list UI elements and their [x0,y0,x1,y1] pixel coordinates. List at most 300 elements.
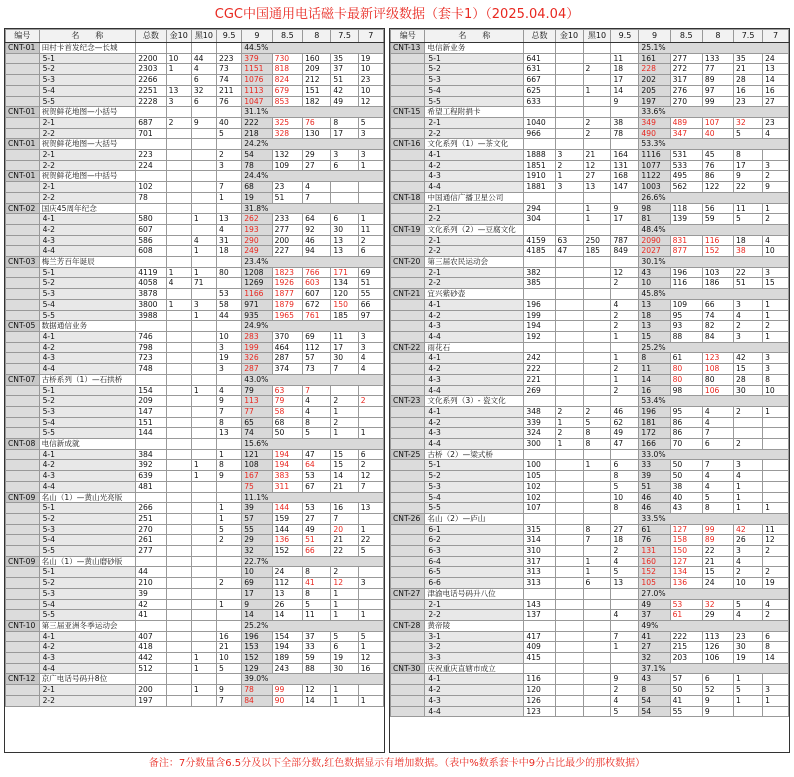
grade-count: 315 [524,524,555,535]
empty-cell [555,588,583,599]
grade-count: 5 [611,567,639,578]
grade-count: 1 [358,428,383,439]
grade-count: 223 [136,150,166,161]
grade-count [583,642,611,653]
grade-count: 1 [358,160,383,171]
table-row [6,64,384,75]
empty-cell [555,396,583,407]
grade-count [763,150,789,161]
grade-count: 86 [670,428,702,439]
grade-count: 68 [242,182,272,193]
table-row [391,171,789,182]
grade-count: 2027 [639,246,670,257]
grade-count: 1040 [524,117,555,128]
table-row [6,460,384,471]
grade-count: 30 [331,353,358,364]
empty-cell [191,203,216,214]
grade-count: 370 [272,331,302,342]
grade-count: 21 [734,64,763,75]
grade-count: 1 [217,513,242,524]
grade-count: 4 [217,224,242,235]
grade-count: 9 [734,171,763,182]
grade-count: 5 [702,492,733,503]
grade-count: 37 [331,64,358,75]
empty-cell [191,374,216,385]
grade-count: 4 [763,128,789,139]
grade-count: 326 [242,353,272,364]
empty-cell [583,192,611,203]
grade-count: 40 [217,117,242,128]
grade-count: 89 [702,75,733,86]
empty-cell [191,171,216,182]
empty-cell [166,43,191,54]
grade-count: 131 [639,546,670,557]
grade-count [555,267,583,278]
column-header: 黑10 [583,30,611,43]
grade-count: 21 [331,481,358,492]
empty-cell [555,107,583,118]
code-blank [391,310,425,321]
table-row [6,278,384,289]
grade-count [166,342,191,353]
table-row [391,117,789,128]
empty-cell [583,449,611,460]
grade-count: 818 [272,64,302,75]
percent-nine: 24.2% [242,139,384,150]
empty-cell [217,139,242,150]
grade-count: 667 [524,75,555,86]
table-body-right [391,43,789,717]
grade-count: 27 [303,513,331,524]
grade-count: 13 [358,503,383,514]
grade-count: 46 [639,503,670,514]
empty-cell [166,492,191,503]
grade-count: 10 [611,492,639,503]
grade-count: 41 [303,578,331,589]
grade-count: 12 [763,535,789,546]
grade-count: 249 [242,246,272,257]
grade-count [555,471,583,482]
table-row [391,460,789,471]
grade-count [166,535,191,546]
grade-count [583,481,611,492]
grade-count: 418 [136,642,166,653]
grade-count: 43 [639,674,670,685]
grade-count: 415 [524,653,555,664]
grade-count: 75 [242,481,272,492]
grade-count: 7 [217,406,242,417]
grade-count: 2 [734,439,763,450]
grade-count: 1877 [272,289,302,300]
grade-count [583,599,611,610]
grade-count: 97 [358,310,383,321]
percent-nine: 24.4% [242,171,384,182]
grade-count: 46 [303,235,331,246]
grade-count: 95 [670,310,702,321]
card-number: 4-1 [39,631,136,642]
grade-count [191,588,216,599]
grade-count: 23 [734,631,763,642]
series-code: CNT-18 [391,192,425,203]
group-header-row [6,203,384,214]
grade-count: 8 [583,428,611,439]
group-header-row [391,43,789,54]
code-blank [391,439,425,450]
grade-count: 2 [611,321,639,332]
grade-count: 971 [242,299,272,310]
percent-nine: 49% [639,620,789,631]
card-number: 5-1 [39,53,136,64]
table-row [6,150,384,161]
grade-count [583,331,611,342]
card-number: 5-5 [425,96,524,107]
table-row [6,117,384,128]
grade-count: 2 [763,567,789,578]
code-blank [391,160,425,171]
grade-count: 2 [583,117,611,128]
code-blank [391,492,425,503]
grade-count: 122 [702,182,733,193]
table-row [391,524,789,535]
grade-count: 3 [763,685,789,696]
card-number: 4-4 [39,246,136,257]
code-blank [391,524,425,535]
grade-count: 43 [670,503,702,514]
grade-count: 8 [303,567,331,578]
code-blank [6,96,40,107]
grade-count: 19 [358,53,383,64]
code-blank [6,695,40,706]
series-name: 名山（1）—黄山磨砂版 [39,556,136,567]
code-blank [6,631,40,642]
grade-count: 4 [763,235,789,246]
grade-count: 221 [524,374,555,385]
grade-count: 23 [734,96,763,107]
grade-count: 116 [670,278,702,289]
grade-count: 15 [331,460,358,471]
card-number: 2-1 [425,203,524,214]
grade-count: 38 [670,481,702,492]
grade-count [583,503,611,514]
grade-count: 53 [217,289,242,300]
table-row [6,267,384,278]
code-blank [391,85,425,96]
card-number: 5-1 [39,567,136,578]
grade-count: 314 [524,535,555,546]
grade-count [358,588,383,599]
code-blank [6,406,40,417]
grade-count: 1 [611,331,639,342]
code-blank [391,96,425,107]
grade-count: 80 [702,374,733,385]
grade-count: 5 [583,417,611,428]
grade-count: 69 [358,267,383,278]
table-row [6,53,384,64]
grade-count: 40 [702,128,733,139]
grade-count: 26 [734,535,763,546]
grade-count: 109 [670,299,702,310]
grade-count [555,535,583,546]
table-row [391,406,789,417]
table-row [391,310,789,321]
grade-count: 144 [272,503,302,514]
grade-count [166,503,191,514]
grade-count: 18 [639,310,670,321]
grade-count: 277 [670,53,702,64]
table-row [391,364,789,375]
grade-count: 4 [191,64,216,75]
code-blank [6,513,40,524]
empty-cell [217,321,242,332]
grade-count: 222 [524,364,555,375]
grade-count [166,695,191,706]
grade-count: 1 [166,64,191,75]
grade-count: 143 [524,599,555,610]
grade-count: 313 [524,567,555,578]
card-number: 5-4 [39,417,136,428]
table-row [6,695,384,706]
grade-count: 21 [702,556,733,567]
grade-count: 68 [272,417,302,428]
grade-count: 12 [331,578,358,589]
grade-count: 277 [136,546,166,557]
grade-count: 328 [272,128,302,139]
grade-count: 935 [242,310,272,321]
series-code: CNT-16 [391,139,425,150]
grade-count: 19 [217,353,242,364]
table-row [391,150,789,161]
grade-count: 2 [583,406,611,417]
grade-count: 99 [702,96,733,107]
series-name: 田村卡首发纪念—长城 [39,43,136,54]
grade-count: 81 [639,214,670,225]
grade-count [191,524,216,535]
table-row [6,192,384,203]
grade-count: 99 [272,685,302,696]
grade-count [166,289,191,300]
grade-count [166,385,191,396]
grade-count: 97 [702,85,733,96]
grade-count: 6 [358,449,383,460]
code-blank [391,610,425,621]
grade-count: 200 [136,685,166,696]
grade-count: 3 [734,299,763,310]
grade-count [166,150,191,161]
grade-count: 7 [303,385,331,396]
table-row [6,128,384,139]
card-number: 4-3 [425,695,524,706]
empty-cell [166,556,191,567]
grade-count: 222 [242,117,272,128]
code-blank [6,449,40,460]
grade-count: 2 [611,310,639,321]
code-blank [391,214,425,225]
grade-count: 7 [303,192,331,203]
table-row [6,588,384,599]
grade-count: 116 [524,674,555,685]
empty-cell [191,492,216,503]
empty-cell [191,321,216,332]
grade-count: 73 [217,64,242,75]
group-header-row [6,43,384,54]
grade-count: 3 [166,96,191,107]
grade-count: 61 [670,610,702,621]
grade-count: 10 [217,653,242,664]
grade-count: 52 [702,685,733,696]
empty-cell [166,620,191,631]
grade-count: 63 [555,235,583,246]
grade-count: 8 [611,471,639,482]
grade-count [555,492,583,503]
grade-count: 8 [331,117,358,128]
grade-count: 1 [191,214,216,225]
grade-count: 1 [734,674,763,685]
grade-count: 1 [583,214,611,225]
grade-count: 766 [303,267,331,278]
grade-count: 13 [763,64,789,75]
card-number: 4-3 [39,653,136,664]
code-blank [391,685,425,696]
empty-cell [136,257,166,268]
grade-count [583,75,611,86]
grade-count [166,460,191,471]
card-number: 4-2 [425,310,524,321]
grade-count [763,471,789,482]
empty-cell [611,257,639,268]
grade-count [166,428,191,439]
group-header-row [6,439,384,450]
grade-count: 3800 [136,299,166,310]
grade-count [555,53,583,64]
empty-cell [555,289,583,300]
table-row [6,513,384,524]
grade-count: 1 [583,556,611,567]
grade-count [166,310,191,321]
card-number: 4-2 [39,642,136,653]
code-blank [391,406,425,417]
grade-count: 7 [331,364,358,375]
grade-count: 730 [272,53,302,64]
percent-nine: 33.0% [639,449,789,460]
grade-count [191,417,216,428]
grade-count: 69 [303,331,331,342]
grade-count: 38 [611,117,639,128]
grade-count: 2 [763,610,789,621]
grade-count: 7 [331,513,358,524]
grade-count: 11 [639,364,670,375]
grade-count: 126 [702,642,733,653]
grade-count: 18 [217,246,242,257]
grade-count [555,631,583,642]
grade-count: 86 [702,171,733,182]
code-blank [6,342,40,353]
code-blank [391,374,425,385]
grade-count: 12 [303,685,331,696]
grade-count: 5 [358,546,383,557]
grade-count: 78 [611,128,639,139]
card-number: 2-1 [425,235,524,246]
grade-count: 134 [670,567,702,578]
grade-count [191,160,216,171]
table-row [6,182,384,193]
grade-count: 127 [670,524,702,535]
grade-count: 761 [303,310,331,321]
grade-count [358,513,383,524]
grade-count: 2 [555,428,583,439]
code-blank [6,235,40,246]
grade-count: 270 [136,524,166,535]
grade-count: 9 [702,695,733,706]
series-code: CNT-01 [6,107,40,118]
grade-count: 49 [331,96,358,107]
grade-count: 1 [555,439,583,450]
percent-nine: 33.5% [639,513,789,524]
grade-count [166,546,191,557]
grade-count: 3 [734,331,763,342]
group-header-row [6,374,384,385]
empty-cell [217,43,242,54]
card-number: 2-1 [39,182,136,193]
grade-count: 5 [734,128,763,139]
table-row [6,471,384,482]
grade-count [734,417,763,428]
table-row [391,503,789,514]
table-row [6,546,384,557]
grade-count [555,706,583,717]
group-header-row [391,224,789,235]
card-number: 5-3 [39,524,136,535]
grade-count: 4 [734,556,763,567]
table-row [391,160,789,171]
grade-count: 57 [242,513,272,524]
grade-count: 50 [670,460,702,471]
percent-nine: 26.6% [639,192,789,203]
grade-count [191,535,216,546]
card-number: 2-2 [39,695,136,706]
card-number: 5-1 [39,267,136,278]
grade-count: 67 [303,481,331,492]
grade-count: 15 [639,331,670,342]
grade-count: 44 [217,310,242,321]
empty-cell [217,171,242,182]
grade-count: 89 [702,535,733,546]
grade-count: 54 [639,706,670,717]
grade-count: 50 [272,428,302,439]
grade-count: 223 [217,53,242,64]
grade-count: 98 [670,385,702,396]
grade-count: 1926 [272,278,302,289]
grade-count: 116 [702,235,733,246]
percent-nine: 31.1% [242,107,384,118]
grade-count: 11 [331,331,358,342]
code-blank [6,503,40,514]
grade-count: 4 [734,471,763,482]
grade-count [763,674,789,685]
empty-cell [611,107,639,118]
grade-count: 19 [242,192,272,203]
grade-count: 10 [734,578,763,589]
grade-count: 3 [763,267,789,278]
card-number: 4-1 [425,150,524,161]
grade-count: 6 [191,96,216,107]
grade-count: 9 [611,674,639,685]
grade-count: 57 [303,353,331,364]
grade-count: 2 [763,171,789,182]
group-header-row [391,139,789,150]
grade-count: 4 [303,396,331,407]
table-row [391,385,789,396]
empty-cell [555,192,583,203]
